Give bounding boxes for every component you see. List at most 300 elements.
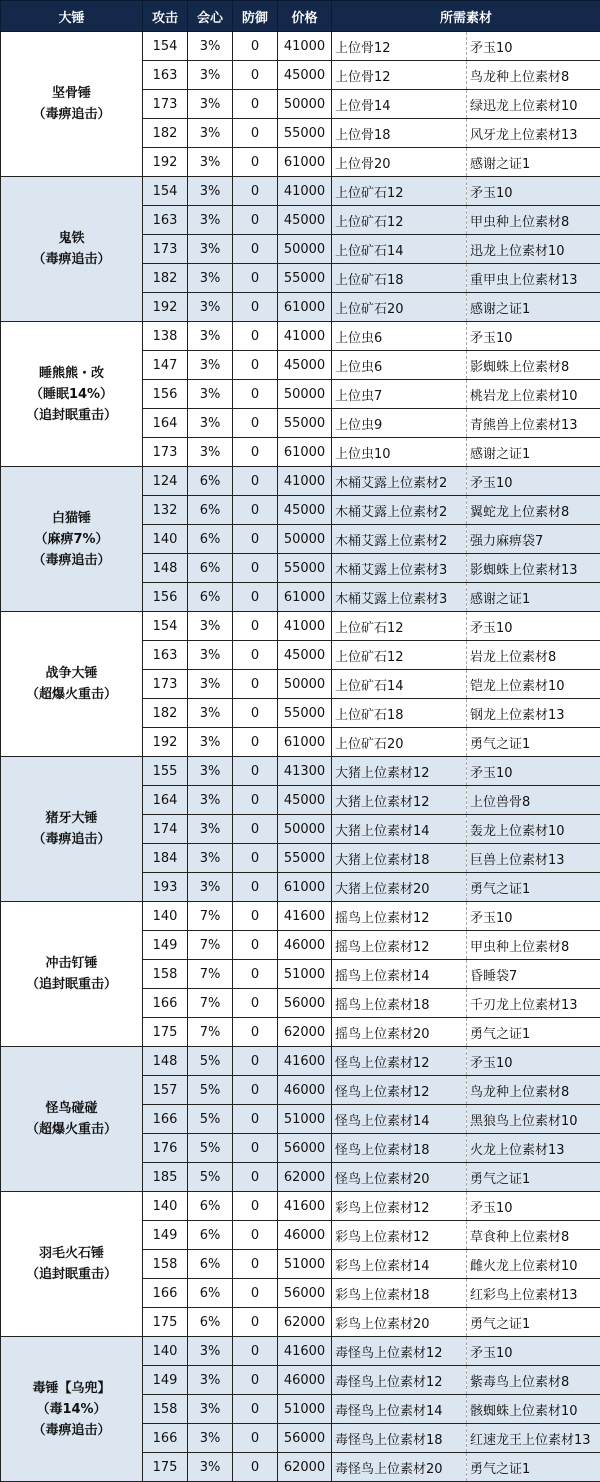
price-cell: 41600 bbox=[278, 902, 332, 931]
material-1-cell: 上位矿石14 bbox=[332, 235, 467, 264]
price-cell: 45000 bbox=[278, 206, 332, 235]
material-1-cell: 摇鸟上位素材12 bbox=[332, 902, 467, 931]
affinity-cell: 6% bbox=[188, 1250, 233, 1279]
material-1-cell: 彩鸟上位素材14 bbox=[332, 1250, 467, 1279]
price-cell: 50000 bbox=[278, 380, 332, 409]
attack-cell: 149 bbox=[143, 931, 188, 960]
price-cell: 61000 bbox=[278, 438, 332, 467]
price-cell: 46000 bbox=[278, 1366, 332, 1395]
defense-cell: 0 bbox=[233, 612, 278, 641]
defense-cell: 0 bbox=[233, 699, 278, 728]
material-2-cell: 强力麻痹袋7 bbox=[467, 525, 600, 554]
price-cell: 41000 bbox=[278, 32, 332, 61]
price-cell: 45000 bbox=[278, 641, 332, 670]
material-1-cell: 怪鸟上位素材18 bbox=[332, 1134, 467, 1163]
weapon-group bbox=[1, 467, 600, 612]
material-1-cell: 上位虫10 bbox=[332, 438, 467, 467]
header-price: 价格 bbox=[278, 1, 332, 32]
attack-cell: 132 bbox=[143, 496, 188, 525]
attack-cell: 184 bbox=[143, 844, 188, 873]
table-row bbox=[1, 322, 600, 351]
affinity-cell: 6% bbox=[188, 554, 233, 583]
price-cell: 50000 bbox=[278, 525, 332, 554]
price-cell: 56000 bbox=[278, 1279, 332, 1308]
weapon-group bbox=[1, 1192, 600, 1337]
material-2-cell: 上位兽骨8 bbox=[467, 786, 600, 815]
defense-cell: 0 bbox=[233, 206, 278, 235]
price-cell: 46000 bbox=[278, 1076, 332, 1105]
price-cell: 46000 bbox=[278, 931, 332, 960]
affinity-cell: 3% bbox=[188, 148, 233, 177]
material-2-cell: 雌火龙上位素材10 bbox=[467, 1250, 600, 1279]
attack-cell: 182 bbox=[143, 699, 188, 728]
material-2-cell: 矛玉10 bbox=[467, 322, 600, 351]
defense-cell: 0 bbox=[233, 264, 278, 293]
affinity-cell: 6% bbox=[188, 1279, 233, 1308]
attack-cell: 156 bbox=[143, 380, 188, 409]
attack-cell: 163 bbox=[143, 61, 188, 90]
price-cell: 61000 bbox=[278, 873, 332, 902]
weapon-group bbox=[1, 177, 600, 322]
material-2-cell: 矛玉10 bbox=[467, 32, 600, 61]
weapon-name: 鬼铁 bbox=[1, 228, 142, 249]
material-2-cell: 鸟龙种上位素材8 bbox=[467, 61, 600, 90]
price-cell: 51000 bbox=[278, 1395, 332, 1424]
affinity-cell: 3% bbox=[188, 1424, 233, 1453]
material-1-cell: 上位骨20 bbox=[332, 148, 467, 177]
weapon-property: （追封眠重击） bbox=[1, 1264, 142, 1285]
affinity-cell: 3% bbox=[188, 786, 233, 815]
material-1-cell: 大猪上位素材12 bbox=[332, 786, 467, 815]
weapon-property: （超爆火重击） bbox=[1, 1119, 142, 1140]
material-2-cell: 重甲虫上位素材13 bbox=[467, 264, 600, 293]
defense-cell: 0 bbox=[233, 786, 278, 815]
material-2-cell: 感谢之证1 bbox=[467, 583, 600, 612]
material-2-cell: 轰龙上位素材10 bbox=[467, 815, 600, 844]
defense-cell: 0 bbox=[233, 728, 278, 757]
material-1-cell: 彩鸟上位素材18 bbox=[332, 1279, 467, 1308]
defense-cell: 0 bbox=[233, 1308, 278, 1337]
weapon-property: （毒痹追击） bbox=[1, 1420, 142, 1441]
material-2-cell: 昏睡袋7 bbox=[467, 960, 600, 989]
affinity-cell: 3% bbox=[188, 409, 233, 438]
attack-cell: 175 bbox=[143, 1018, 188, 1047]
material-1-cell: 怪鸟上位素材14 bbox=[332, 1105, 467, 1134]
affinity-cell: 3% bbox=[188, 699, 233, 728]
material-1-cell: 彩鸟上位素材12 bbox=[332, 1221, 467, 1250]
material-1-cell: 大猪上位素材14 bbox=[332, 815, 467, 844]
material-2-cell: 感谢之证1 bbox=[467, 148, 600, 177]
weapon-name: 战争大锤 bbox=[1, 663, 142, 684]
material-1-cell: 毒怪鸟上位素材18 bbox=[332, 1424, 467, 1453]
defense-cell: 0 bbox=[233, 1047, 278, 1076]
material-1-cell: 上位虫6 bbox=[332, 322, 467, 351]
defense-cell: 0 bbox=[233, 1279, 278, 1308]
header-defense: 防御 bbox=[233, 1, 278, 32]
weapon-property: （追封眠重击） bbox=[1, 974, 142, 995]
defense-cell: 0 bbox=[233, 815, 278, 844]
weapon-property: （毒痹追击） bbox=[1, 104, 142, 125]
attack-cell: 140 bbox=[143, 1192, 188, 1221]
affinity-cell: 7% bbox=[188, 1018, 233, 1047]
attack-cell: 173 bbox=[143, 235, 188, 264]
attack-cell: 154 bbox=[143, 177, 188, 206]
header-materials: 所需素材 bbox=[332, 1, 600, 32]
attack-cell: 148 bbox=[143, 554, 188, 583]
attack-cell: 158 bbox=[143, 1250, 188, 1279]
affinity-cell: 3% bbox=[188, 119, 233, 148]
material-1-cell: 上位骨12 bbox=[332, 32, 467, 61]
material-1-cell: 毒怪鸟上位素材14 bbox=[332, 1395, 467, 1424]
material-1-cell: 上位矿石14 bbox=[332, 670, 467, 699]
attack-cell: 154 bbox=[143, 32, 188, 61]
affinity-cell: 7% bbox=[188, 902, 233, 931]
table-row bbox=[1, 902, 600, 931]
affinity-cell: 3% bbox=[188, 873, 233, 902]
material-1-cell: 摇鸟上位素材12 bbox=[332, 931, 467, 960]
attack-cell: 164 bbox=[143, 786, 188, 815]
attack-cell: 124 bbox=[143, 467, 188, 496]
attack-cell: 148 bbox=[143, 1047, 188, 1076]
weapon-property: （睡眠14%） bbox=[1, 384, 142, 405]
affinity-cell: 5% bbox=[188, 1047, 233, 1076]
material-1-cell: 彩鸟上位素材20 bbox=[332, 1308, 467, 1337]
material-2-cell: 火龙上位素材13 bbox=[467, 1134, 600, 1163]
defense-cell: 0 bbox=[233, 902, 278, 931]
affinity-cell: 5% bbox=[188, 1105, 233, 1134]
material-2-cell: 巨兽上位素材13 bbox=[467, 844, 600, 873]
attack-cell: 185 bbox=[143, 1163, 188, 1192]
affinity-cell: 7% bbox=[188, 931, 233, 960]
material-2-cell: 黑狼鸟上位素材10 bbox=[467, 1105, 600, 1134]
price-cell: 62000 bbox=[278, 1453, 332, 1482]
material-2-cell: 钢龙上位素材13 bbox=[467, 699, 600, 728]
material-1-cell: 彩鸟上位素材12 bbox=[332, 1192, 467, 1221]
material-2-cell: 草食种上位素材8 bbox=[467, 1221, 600, 1250]
weapon-group bbox=[1, 1047, 600, 1192]
weapon-group bbox=[1, 757, 600, 902]
price-cell: 41600 bbox=[278, 1047, 332, 1076]
material-1-cell: 怪鸟上位素材12 bbox=[332, 1076, 467, 1105]
material-2-cell: 矛玉10 bbox=[467, 467, 600, 496]
weapon-property: （毒痹追击） bbox=[1, 829, 142, 850]
attack-cell: 154 bbox=[143, 612, 188, 641]
weapon-property: （毒痹追击） bbox=[1, 550, 142, 571]
defense-cell: 0 bbox=[233, 873, 278, 902]
material-1-cell: 上位虫7 bbox=[332, 380, 467, 409]
attack-cell: 166 bbox=[143, 1279, 188, 1308]
table-row bbox=[1, 177, 600, 206]
price-cell: 62000 bbox=[278, 1018, 332, 1047]
material-2-cell: 勇气之证1 bbox=[467, 1163, 600, 1192]
affinity-cell: 6% bbox=[188, 583, 233, 612]
material-1-cell: 上位矿石12 bbox=[332, 641, 467, 670]
defense-cell: 0 bbox=[233, 757, 278, 786]
price-cell: 56000 bbox=[278, 989, 332, 1018]
affinity-cell: 3% bbox=[188, 1453, 233, 1482]
weapon-group bbox=[1, 32, 600, 177]
material-2-cell: 影蜘蛛上位素材13 bbox=[467, 554, 600, 583]
defense-cell: 0 bbox=[233, 177, 278, 206]
material-2-cell: 红彩鸟上位素材13 bbox=[467, 1279, 600, 1308]
affinity-cell: 5% bbox=[188, 1076, 233, 1105]
defense-cell: 0 bbox=[233, 1134, 278, 1163]
defense-cell: 0 bbox=[233, 525, 278, 554]
material-1-cell: 木桶艾露上位素材2 bbox=[332, 496, 467, 525]
weapon-name-cell bbox=[1, 467, 143, 612]
material-1-cell: 上位虫9 bbox=[332, 409, 467, 438]
price-cell: 45000 bbox=[278, 351, 332, 380]
price-cell: 41600 bbox=[278, 1192, 332, 1221]
attack-cell: 155 bbox=[143, 757, 188, 786]
defense-cell: 0 bbox=[233, 1395, 278, 1424]
price-cell: 50000 bbox=[278, 90, 332, 119]
affinity-cell: 5% bbox=[188, 1163, 233, 1192]
material-1-cell: 上位骨18 bbox=[332, 119, 467, 148]
weapon-name-cell bbox=[1, 1047, 143, 1192]
affinity-cell: 5% bbox=[188, 1134, 233, 1163]
material-2-cell: 勇气之证1 bbox=[467, 728, 600, 757]
defense-cell: 0 bbox=[233, 1366, 278, 1395]
material-2-cell: 岩龙上位素材8 bbox=[467, 641, 600, 670]
affinity-cell: 3% bbox=[188, 670, 233, 699]
defense-cell: 0 bbox=[233, 293, 278, 322]
table-row bbox=[1, 757, 600, 786]
material-2-cell: 风牙龙上位素材13 bbox=[467, 119, 600, 148]
material-1-cell: 摇鸟上位素材14 bbox=[332, 960, 467, 989]
price-cell: 55000 bbox=[278, 699, 332, 728]
material-2-cell: 矛玉10 bbox=[467, 1337, 600, 1366]
material-2-cell: 矛玉10 bbox=[467, 177, 600, 206]
defense-cell: 0 bbox=[233, 670, 278, 699]
affinity-cell: 6% bbox=[188, 467, 233, 496]
defense-cell: 0 bbox=[233, 380, 278, 409]
price-cell: 41300 bbox=[278, 757, 332, 786]
affinity-cell: 6% bbox=[188, 1221, 233, 1250]
material-2-cell: 矛玉10 bbox=[467, 1047, 600, 1076]
material-2-cell: 千刃龙上位素材13 bbox=[467, 989, 600, 1018]
price-cell: 55000 bbox=[278, 554, 332, 583]
price-cell: 46000 bbox=[278, 1221, 332, 1250]
attack-cell: 192 bbox=[143, 293, 188, 322]
table-row bbox=[1, 467, 600, 496]
material-2-cell: 矛玉10 bbox=[467, 757, 600, 786]
weapon-name-cell bbox=[1, 1337, 143, 1482]
affinity-cell: 3% bbox=[188, 177, 233, 206]
material-1-cell: 上位矿石12 bbox=[332, 612, 467, 641]
weapon-property: （追封眠重击） bbox=[1, 405, 142, 426]
price-cell: 55000 bbox=[278, 119, 332, 148]
price-cell: 62000 bbox=[278, 1308, 332, 1337]
price-cell: 62000 bbox=[278, 1163, 332, 1192]
defense-cell: 0 bbox=[233, 61, 278, 90]
price-cell: 51000 bbox=[278, 1105, 332, 1134]
affinity-cell: 3% bbox=[188, 61, 233, 90]
defense-cell: 0 bbox=[233, 496, 278, 525]
weapon-name-cell bbox=[1, 177, 143, 322]
affinity-cell: 3% bbox=[188, 235, 233, 264]
material-1-cell: 毒怪鸟上位素材20 bbox=[332, 1453, 467, 1482]
attack-cell: 149 bbox=[143, 1366, 188, 1395]
price-cell: 51000 bbox=[278, 960, 332, 989]
affinity-cell: 7% bbox=[188, 960, 233, 989]
weapon-name: 怪鸟碰碰 bbox=[1, 1098, 142, 1119]
material-1-cell: 大猪上位素材12 bbox=[332, 757, 467, 786]
price-cell: 61000 bbox=[278, 293, 332, 322]
affinity-cell: 3% bbox=[188, 264, 233, 293]
weapon-name-cell bbox=[1, 757, 143, 902]
header-affinity: 会心 bbox=[188, 1, 233, 32]
attack-cell: 173 bbox=[143, 438, 188, 467]
defense-cell: 0 bbox=[233, 1076, 278, 1105]
affinity-cell: 6% bbox=[188, 1192, 233, 1221]
weapon-name: 睡熊熊・改 bbox=[1, 363, 142, 384]
material-1-cell: 怪鸟上位素材20 bbox=[332, 1163, 467, 1192]
attack-cell: 147 bbox=[143, 351, 188, 380]
weapon-group bbox=[1, 902, 600, 1047]
material-1-cell: 木桶艾露上位素材2 bbox=[332, 525, 467, 554]
attack-cell: 182 bbox=[143, 264, 188, 293]
affinity-cell: 3% bbox=[188, 322, 233, 351]
attack-cell: 182 bbox=[143, 119, 188, 148]
attack-cell: 166 bbox=[143, 989, 188, 1018]
attack-cell: 140 bbox=[143, 1337, 188, 1366]
material-1-cell: 上位矿石20 bbox=[332, 728, 467, 757]
affinity-cell: 3% bbox=[188, 641, 233, 670]
weapon-name-cell bbox=[1, 902, 143, 1047]
defense-cell: 0 bbox=[233, 554, 278, 583]
defense-cell: 0 bbox=[233, 844, 278, 873]
material-2-cell: 勇气之证1 bbox=[467, 1308, 600, 1337]
attack-cell: 157 bbox=[143, 1076, 188, 1105]
price-cell: 61000 bbox=[278, 583, 332, 612]
material-2-cell: 矛玉10 bbox=[467, 612, 600, 641]
defense-cell: 0 bbox=[233, 989, 278, 1018]
weapon-name: 毒锤【乌兜】 bbox=[1, 1378, 142, 1399]
material-2-cell: 甲虫种上位素材8 bbox=[467, 206, 600, 235]
weapon-property: （毒痹追击） bbox=[1, 249, 142, 270]
table-row bbox=[1, 1192, 600, 1221]
material-1-cell: 摇鸟上位素材18 bbox=[332, 989, 467, 1018]
affinity-cell: 3% bbox=[188, 1366, 233, 1395]
weapon-property: （毒14%） bbox=[1, 1399, 142, 1420]
affinity-cell: 3% bbox=[188, 438, 233, 467]
affinity-cell: 6% bbox=[188, 496, 233, 525]
material-1-cell: 大猪上位素材20 bbox=[332, 873, 467, 902]
affinity-cell: 3% bbox=[188, 612, 233, 641]
attack-cell: 174 bbox=[143, 815, 188, 844]
material-2-cell: 矛玉10 bbox=[467, 1192, 600, 1221]
material-1-cell: 怪鸟上位素材12 bbox=[332, 1047, 467, 1076]
material-1-cell: 上位骨12 bbox=[332, 61, 467, 90]
price-cell: 50000 bbox=[278, 235, 332, 264]
material-1-cell: 上位矿石12 bbox=[332, 206, 467, 235]
material-2-cell: 青熊兽上位素材13 bbox=[467, 409, 600, 438]
defense-cell: 0 bbox=[233, 32, 278, 61]
attack-cell: 175 bbox=[143, 1308, 188, 1337]
defense-cell: 0 bbox=[233, 1424, 278, 1453]
material-1-cell: 上位虫6 bbox=[332, 351, 467, 380]
header-hammer: 大锤 bbox=[1, 1, 143, 32]
material-2-cell: 骸蜘蛛上位素材10 bbox=[467, 1395, 600, 1424]
defense-cell: 0 bbox=[233, 90, 278, 119]
defense-cell: 0 bbox=[233, 1163, 278, 1192]
defense-cell: 0 bbox=[233, 1192, 278, 1221]
price-cell: 61000 bbox=[278, 728, 332, 757]
defense-cell: 0 bbox=[233, 931, 278, 960]
affinity-cell: 3% bbox=[188, 380, 233, 409]
attack-cell: 173 bbox=[143, 670, 188, 699]
material-2-cell: 勇气之证1 bbox=[467, 873, 600, 902]
affinity-cell: 3% bbox=[188, 206, 233, 235]
material-1-cell: 毒怪鸟上位素材12 bbox=[332, 1366, 467, 1395]
defense-cell: 0 bbox=[233, 1018, 278, 1047]
affinity-cell: 3% bbox=[188, 293, 233, 322]
attack-cell: 173 bbox=[143, 90, 188, 119]
material-1-cell: 上位矿石12 bbox=[332, 177, 467, 206]
price-cell: 61000 bbox=[278, 148, 332, 177]
attack-cell: 140 bbox=[143, 525, 188, 554]
weapon-name-cell bbox=[1, 32, 143, 177]
affinity-cell: 3% bbox=[188, 90, 233, 119]
defense-cell: 0 bbox=[233, 960, 278, 989]
table-header-row bbox=[1, 1, 600, 32]
material-2-cell: 紫毒鸟上位素材8 bbox=[467, 1366, 600, 1395]
attack-cell: 175 bbox=[143, 1453, 188, 1482]
defense-cell: 0 bbox=[233, 235, 278, 264]
material-1-cell: 木桶艾露上位素材2 bbox=[332, 467, 467, 496]
material-2-cell: 甲虫种上位素材8 bbox=[467, 931, 600, 960]
attack-cell: 192 bbox=[143, 148, 188, 177]
defense-cell: 0 bbox=[233, 119, 278, 148]
price-cell: 45000 bbox=[278, 61, 332, 90]
material-2-cell: 绿迅龙上位素材10 bbox=[467, 90, 600, 119]
weapon-name: 冲击钉锤 bbox=[1, 953, 142, 974]
price-cell: 41000 bbox=[278, 612, 332, 641]
material-2-cell: 影蜘蛛上位素材8 bbox=[467, 351, 600, 380]
affinity-cell: 3% bbox=[188, 351, 233, 380]
material-1-cell: 上位矿石20 bbox=[332, 293, 467, 322]
material-2-cell: 铠龙上位素材10 bbox=[467, 670, 600, 699]
defense-cell: 0 bbox=[233, 1250, 278, 1279]
affinity-cell: 3% bbox=[188, 815, 233, 844]
price-cell: 45000 bbox=[278, 496, 332, 525]
attack-cell: 149 bbox=[143, 1221, 188, 1250]
table-row bbox=[1, 1337, 600, 1366]
affinity-cell: 7% bbox=[188, 989, 233, 1018]
price-cell: 55000 bbox=[278, 264, 332, 293]
material-2-cell: 翼蛇龙上位素材8 bbox=[467, 496, 600, 525]
price-cell: 41000 bbox=[278, 322, 332, 351]
material-2-cell: 迅龙上位素材10 bbox=[467, 235, 600, 264]
material-1-cell: 上位骨14 bbox=[332, 90, 467, 119]
affinity-cell: 3% bbox=[188, 32, 233, 61]
price-cell: 41600 bbox=[278, 1337, 332, 1366]
affinity-cell: 3% bbox=[188, 1395, 233, 1424]
affinity-cell: 3% bbox=[188, 844, 233, 873]
weapon-name: 白猫锤 bbox=[1, 508, 142, 529]
defense-cell: 0 bbox=[233, 1221, 278, 1250]
weapon-name-cell bbox=[1, 322, 143, 467]
material-1-cell: 摇鸟上位素材20 bbox=[332, 1018, 467, 1047]
attack-cell: 158 bbox=[143, 960, 188, 989]
weapon-name: 羽毛火石锤 bbox=[1, 1243, 142, 1264]
defense-cell: 0 bbox=[233, 1453, 278, 1482]
attack-cell: 163 bbox=[143, 641, 188, 670]
attack-cell: 138 bbox=[143, 322, 188, 351]
price-cell: 56000 bbox=[278, 1424, 332, 1453]
material-2-cell: 感谢之证1 bbox=[467, 293, 600, 322]
